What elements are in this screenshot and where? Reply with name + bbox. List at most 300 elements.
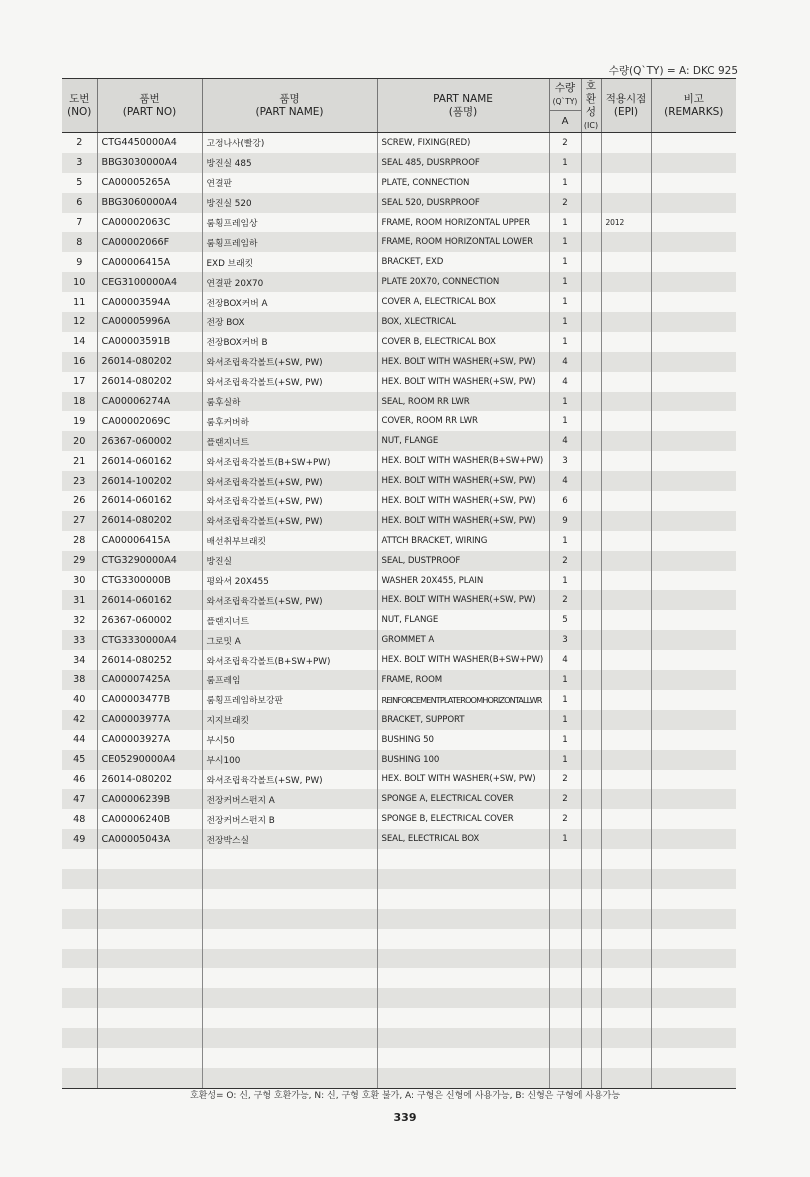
cell-empty [202, 1008, 377, 1028]
cell-empty [601, 889, 651, 909]
empty-row [62, 988, 736, 1008]
cell-qty: 1 [549, 153, 581, 173]
cell-qty: 3 [549, 451, 581, 471]
cell-empty [549, 988, 581, 1008]
cell-empty [581, 949, 601, 969]
col-header-ic: 호 환 성 (IC) [581, 79, 601, 133]
cell-qty: 1 [549, 213, 581, 233]
cell-part-no: CTG4450000A4 [97, 133, 202, 153]
cell-part-no: 26014-060162 [97, 590, 202, 610]
cell-empty [97, 849, 202, 869]
cell-empty [601, 929, 651, 949]
cell-qty: 1 [549, 670, 581, 690]
cell-epi [601, 332, 651, 352]
cell-epi: 2012 [601, 213, 651, 233]
cell-ic [581, 710, 601, 730]
cell-empty [377, 1048, 549, 1068]
cell-part-name: HEX. BOLT WITH WASHER(B+SW+PW) [377, 650, 549, 670]
cell-qty: 2 [549, 770, 581, 790]
cell-empty [377, 849, 549, 869]
cell-part-no: CA00005043A [97, 829, 202, 849]
cell-no: 19 [73, 415, 86, 427]
table-row [62, 690, 736, 710]
cell-part-name: SPONGE B, ELECTRICAL COVER [377, 809, 549, 829]
cell-epi [601, 173, 651, 193]
cell-name-ko: EXD 브래킷 [202, 252, 377, 272]
cell-empty [202, 929, 377, 949]
cell-remarks [651, 511, 736, 531]
cell-name-ko: 룸후실하 [202, 392, 377, 412]
cell-empty [549, 929, 581, 949]
cell-epi [601, 292, 651, 312]
cell-epi [601, 491, 651, 511]
cell-part-no: CA00007425A [97, 670, 202, 690]
empty-row [62, 949, 736, 969]
cell-remarks [651, 272, 736, 292]
cell-part-name: SEAL 520, DUSRPROOF [377, 193, 549, 213]
cell-remarks [651, 730, 736, 750]
cell-part-name: PLATE, CONNECTION [377, 173, 549, 193]
cell-part-name: BRACKET, SUPPORT [377, 710, 549, 730]
cell-empty [62, 869, 97, 889]
cell-empty [202, 849, 377, 869]
cell-empty [202, 909, 377, 929]
cell-part-name: HEX. BOLT WITH WASHER(+SW, PW) [377, 372, 549, 392]
table-row [62, 531, 736, 551]
cell-name-ko: 룸프레임 [202, 670, 377, 690]
cell-epi [601, 372, 651, 392]
cell-name-ko: 부시50 [202, 730, 377, 750]
cell-empty [202, 889, 377, 909]
cell-name-ko: 평와셔 20X455 [202, 571, 377, 591]
cell-name-ko: 와셔조립육각볼트(+SW, PW) [202, 372, 377, 392]
cell-empty [651, 869, 736, 889]
cell-qty: 1 [549, 292, 581, 312]
cell-empty [377, 1028, 549, 1048]
cell-no: 34 [73, 654, 86, 666]
cell-remarks [651, 232, 736, 252]
cell-qty: 3 [549, 630, 581, 650]
cell-remarks [651, 789, 736, 809]
cell-empty [549, 849, 581, 869]
cell-empty [62, 889, 97, 909]
cell-part-no: 26367-060002 [97, 431, 202, 451]
cell-no: 2 [76, 137, 83, 149]
table-row [62, 630, 736, 650]
cell-part-no: CTG3330000A4 [97, 630, 202, 650]
cell-no: 21 [73, 455, 86, 467]
cell-part-no: CTG3300000B [97, 571, 202, 591]
cell-part-name: FRAME, ROOM HORIZONTAL LOWER [377, 232, 549, 252]
cell-part-no: CA00005265A [97, 173, 202, 193]
cell-remarks [651, 551, 736, 571]
cell-empty [202, 988, 377, 1008]
cell-part-name: SEAL, ROOM RR LWR [377, 392, 549, 412]
cell-qty: 5 [549, 610, 581, 630]
empty-row [62, 889, 736, 909]
cell-remarks [651, 372, 736, 392]
cell-part-name: SCREW, FIXING(RED) [377, 133, 549, 153]
cell-empty [62, 1028, 97, 1048]
table-row [62, 352, 736, 372]
cell-empty [97, 909, 202, 929]
cell-epi [601, 392, 651, 412]
cell-no: 49 [62, 829, 97, 849]
cell-part-no: 26014-080252 [97, 650, 202, 670]
cell-empty [377, 869, 549, 889]
cell-no: 8 [62, 232, 97, 252]
cell-qty: 4 [549, 352, 581, 372]
cell-remarks [651, 770, 736, 790]
cell-name-ko: 방진실 [202, 551, 377, 571]
cell-qty: 1 [549, 272, 581, 292]
cell-empty [581, 1048, 601, 1068]
cell-part-no: CEG3100000A4 [97, 272, 202, 292]
cell-ic [581, 431, 601, 451]
cell-empty [377, 1008, 549, 1028]
cell-empty [651, 949, 736, 969]
cell-epi [601, 232, 651, 252]
cell-remarks [651, 451, 736, 471]
cell-ic [581, 352, 601, 372]
cell-ic [581, 153, 601, 173]
cell-ic [581, 770, 601, 790]
cell-no: 9 [76, 256, 83, 268]
cell-empty [62, 1008, 97, 1028]
cell-empty [377, 909, 549, 929]
cell-epi [601, 650, 651, 670]
cell-no: 46 [73, 773, 86, 785]
cell-name-ko: 와셔조립육각볼트(+SW, PW) [202, 471, 377, 491]
cell-ic [581, 650, 601, 670]
cell-no: 12 [62, 312, 97, 332]
cell-empty [62, 968, 97, 988]
empty-row [62, 929, 736, 949]
cell-qty: 6 [549, 491, 581, 511]
cell-empty [97, 1068, 202, 1088]
table-row [62, 809, 736, 829]
table-row [62, 610, 736, 630]
cell-remarks [651, 690, 736, 710]
cell-empty [549, 909, 581, 929]
cell-ic [581, 531, 601, 551]
cell-qty: 1 [549, 690, 581, 710]
cell-empty [581, 988, 601, 1008]
cell-ic [581, 451, 601, 471]
empty-row [62, 1028, 736, 1048]
cell-remarks [651, 292, 736, 312]
cell-no: 3 [62, 153, 97, 173]
cell-name-ko: 그로밋 A [202, 630, 377, 650]
qty-legend: 수량(Q`TY) = A: DKC 925 [608, 65, 738, 77]
cell-ic [581, 411, 601, 431]
cell-no: 28 [73, 535, 86, 547]
cell-empty [377, 949, 549, 969]
table-row [62, 770, 736, 790]
cell-ic [581, 272, 601, 292]
cell-qty: 1 [549, 730, 581, 750]
col-header-epi: 적용시점 (EPI) [601, 79, 651, 133]
cell-part-no: CA00006240B [97, 809, 202, 829]
cell-no: 26 [73, 495, 86, 507]
cell-empty [651, 1008, 736, 1028]
cell-ic [581, 750, 601, 770]
table-row [62, 571, 736, 591]
cell-ic [581, 312, 601, 332]
cell-epi [601, 551, 651, 571]
cell-empty [651, 988, 736, 1008]
cell-epi [601, 829, 651, 849]
table-row [62, 431, 736, 451]
cell-epi [601, 730, 651, 750]
cell-no: 10 [62, 272, 97, 292]
cell-empty [549, 889, 581, 909]
cell-empty [601, 869, 651, 889]
cell-name-ko: 부시100 [202, 750, 377, 770]
cell-ic [581, 392, 601, 412]
cell-no: 33 [62, 630, 97, 650]
table-row [62, 292, 736, 312]
cell-name-ko: 전장BOX커버 B [202, 332, 377, 352]
cell-epi [601, 531, 651, 551]
cell-part-no: CA00003977A [97, 710, 202, 730]
table-row [62, 232, 736, 252]
table-row [62, 670, 736, 690]
cell-epi [601, 789, 651, 809]
table-row [62, 173, 736, 193]
cell-part-no: 26014-080202 [97, 352, 202, 372]
cell-qty: 2 [549, 789, 581, 809]
cell-part-no: 26014-060162 [97, 451, 202, 471]
cell-name-ko: 와셔조립육각볼트(B+SW+PW) [202, 650, 377, 670]
cell-no: 29 [62, 551, 97, 571]
cell-empty [549, 1008, 581, 1028]
cell-empty [202, 949, 377, 969]
cell-no: 47 [62, 789, 97, 809]
cell-part-name: ATTCH BRACKET, WIRING [377, 531, 549, 551]
cell-epi [601, 193, 651, 213]
cell-empty [581, 1068, 601, 1088]
table-row [62, 392, 736, 412]
cell-part-name: REINFORCEMENTPLATEROOMHORIZONTALLWR [377, 690, 549, 710]
cell-qty: 1 [549, 173, 581, 193]
cell-part-no: CA00003594A [97, 292, 202, 312]
cell-no: 17 [73, 376, 86, 388]
cell-part-name: COVER, ROOM RR LWR [377, 411, 549, 431]
cell-remarks [651, 193, 736, 213]
cell-empty [581, 909, 601, 929]
cell-remarks [651, 531, 736, 551]
cell-part-name: NUT, FLANGE [377, 431, 549, 451]
cell-ic [581, 193, 601, 213]
cell-ic [581, 232, 601, 252]
cell-epi [601, 252, 651, 272]
cell-remarks [651, 213, 736, 233]
cell-qty: 1 [549, 571, 581, 591]
cell-empty [62, 909, 97, 929]
cell-part-no: 26014-060162 [97, 491, 202, 511]
cell-no: 20 [62, 431, 97, 451]
cell-epi [601, 770, 651, 790]
cell-no: 16 [62, 352, 97, 372]
cell-remarks [651, 312, 736, 332]
table-row [62, 252, 736, 272]
cell-epi [601, 153, 651, 173]
cell-ic [581, 571, 601, 591]
cell-empty [97, 889, 202, 909]
cell-remarks [651, 829, 736, 849]
cell-ic [581, 133, 601, 153]
cell-no: 6 [62, 193, 97, 213]
cell-part-name: BUSHING 100 [377, 750, 549, 770]
cell-remarks [651, 590, 736, 610]
cell-part-name: HEX. BOLT WITH WASHER(+SW, PW) [377, 590, 549, 610]
cell-part-name: HEX. BOLT WITH WASHER(+SW, PW) [377, 511, 549, 531]
col-header-part-name: PART NAME (품명) [377, 79, 549, 133]
cell-empty [601, 988, 651, 1008]
table-row [62, 511, 736, 531]
cell-empty [549, 1028, 581, 1048]
cell-remarks [651, 153, 736, 173]
empty-row [62, 968, 736, 988]
table-row [62, 153, 736, 173]
cell-empty [62, 1068, 97, 1088]
cell-remarks [651, 491, 736, 511]
cell-empty [581, 1028, 601, 1048]
cell-empty [97, 949, 202, 969]
cell-remarks [651, 750, 736, 770]
cell-empty [601, 1068, 651, 1088]
table-row [62, 650, 736, 670]
cell-part-name: GROMMET A [377, 630, 549, 650]
cell-part-name: BRACKET, EXD [377, 252, 549, 272]
cell-qty: 4 [549, 650, 581, 670]
cell-empty [581, 1008, 601, 1028]
cell-name-ko: 전장BOX커버 A [202, 292, 377, 312]
cell-remarks [651, 431, 736, 451]
empty-row [62, 1068, 736, 1088]
cell-epi [601, 272, 651, 292]
cell-empty [549, 1068, 581, 1088]
cell-name-ko: 고정나사(빨강) [202, 133, 377, 153]
cell-remarks [651, 173, 736, 193]
compatibility-footnote: 호환성= O: 신, 구형 호환가능, N: 신, 구형 호환 불가, A: 구형은 신형에 사용가능, B: 신형은 구형에 사용가능 [189, 1091, 621, 1101]
cell-no: 32 [73, 614, 86, 626]
cell-part-no: 26014-080202 [97, 511, 202, 531]
cell-ic [581, 630, 601, 650]
cell-epi [601, 610, 651, 630]
cell-part-name: FRAME, ROOM HORIZONTAL UPPER [377, 213, 549, 233]
col-header-name-ko: 품명 (PART NAME) [202, 79, 377, 133]
cell-part-name: COVER A, ELECTRICAL BOX [377, 292, 549, 312]
cell-name-ko: 방진실 520 [202, 193, 377, 213]
cell-part-name: SEAL 485, DUSRPROOF [377, 153, 549, 173]
cell-no: 11 [73, 296, 86, 308]
cell-ic [581, 213, 601, 233]
cell-empty [601, 1028, 651, 1048]
cell-empty [202, 1028, 377, 1048]
cell-qty: 1 [549, 829, 581, 849]
cell-remarks [651, 411, 736, 431]
cell-ic [581, 292, 601, 312]
cell-no: 5 [76, 177, 83, 189]
cell-part-name: SPONGE A, ELECTRICAL COVER [377, 789, 549, 809]
cell-part-no: CA00006239B [97, 789, 202, 809]
cell-part-no: CA00005996A [97, 312, 202, 332]
table-row [62, 451, 736, 471]
cell-qty: 1 [549, 252, 581, 272]
cell-name-ko: 와셔조립육각볼트(+SW, PW) [202, 352, 377, 372]
cell-ic [581, 829, 601, 849]
cell-empty [549, 968, 581, 988]
cell-part-name: WASHER 20X455, PLAIN [377, 571, 549, 591]
cell-empty [651, 1048, 736, 1068]
cell-ic [581, 590, 601, 610]
cell-qty: 1 [549, 750, 581, 770]
table-row [62, 829, 736, 849]
table-row [62, 332, 736, 352]
cell-empty [377, 889, 549, 909]
cell-ic [581, 491, 601, 511]
cell-epi [601, 471, 651, 491]
table-row [62, 193, 736, 213]
cell-ic [581, 372, 601, 392]
table-row [62, 551, 736, 571]
cell-ic [581, 173, 601, 193]
cell-no: 23 [62, 471, 97, 491]
cell-part-name: HEX. BOLT WITH WASHER(+SW, PW) [377, 352, 549, 372]
cell-qty: 4 [549, 471, 581, 491]
cell-epi [601, 809, 651, 829]
cell-part-name: BOX, XLECTRICAL [377, 312, 549, 332]
cell-empty [377, 988, 549, 1008]
cell-epi [601, 710, 651, 730]
cell-part-no: CA00006415A [97, 252, 202, 272]
cell-empty [651, 1028, 736, 1048]
table-row [62, 213, 736, 233]
cell-name-ko: 와셔조립육각볼트(+SW, PW) [202, 491, 377, 511]
empty-row [62, 869, 736, 889]
cell-part-name: HEX. BOLT WITH WASHER(+SW, PW) [377, 491, 549, 511]
table-row [62, 590, 736, 610]
table-row [62, 750, 736, 770]
cell-part-name: PLATE 20X70, CONNECTION [377, 272, 549, 292]
cell-no: 42 [62, 710, 97, 730]
cell-remarks [651, 252, 736, 272]
cell-ic [581, 332, 601, 352]
cell-qty: 4 [549, 431, 581, 451]
cell-epi [601, 431, 651, 451]
cell-name-ko: 와셔조립육각볼트(+SW, PW) [202, 511, 377, 531]
cell-part-no: CTG3290000A4 [97, 551, 202, 571]
cell-name-ko: 룸횡프레임하보강판 [202, 690, 377, 710]
cell-qty: 4 [549, 372, 581, 392]
cell-no: 48 [73, 813, 86, 825]
cell-empty [581, 869, 601, 889]
cell-empty [601, 909, 651, 929]
cell-epi [601, 670, 651, 690]
table-row [62, 411, 736, 431]
cell-part-no: 26014-080202 [97, 770, 202, 790]
cell-remarks [651, 610, 736, 630]
cell-no: 7 [76, 217, 83, 228]
empty-row [62, 1008, 736, 1028]
cell-epi [601, 352, 651, 372]
cell-ic [581, 809, 601, 829]
table-row [62, 730, 736, 750]
cell-part-name: FRAME, ROOM [377, 670, 549, 690]
col-header-qty: 수량 (Q`TY) A [549, 79, 581, 133]
